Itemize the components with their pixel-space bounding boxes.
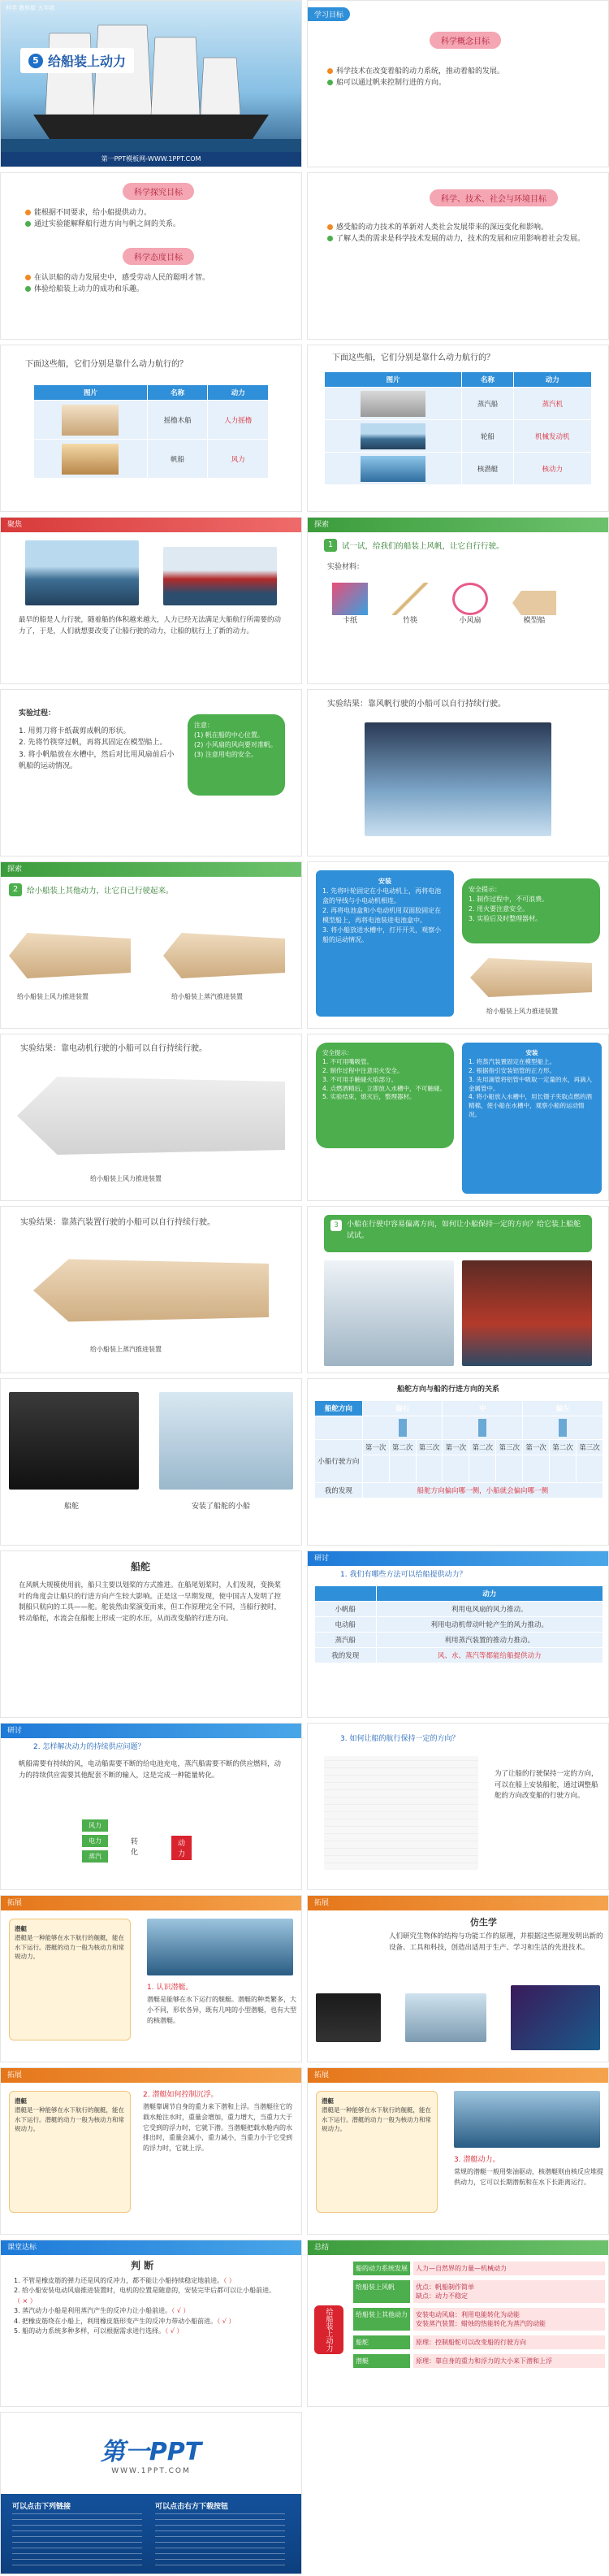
slide-process-1[interactable] bbox=[0, 689, 302, 856]
slide-result-steam[interactable] bbox=[0, 1206, 302, 1373]
result-text: 实验结果：靠电动机行驶的小船可以自行持续行驶。 bbox=[20, 1044, 207, 1053]
download-title: 可以点击右方下载按钮 bbox=[155, 2503, 229, 2511]
table-row: 蒸汽船 利用蒸汽装置的推动力推动。 bbox=[315, 1633, 603, 1648]
quiz-bar: 课堂达标 bbox=[1, 2240, 301, 2255]
slide-result-electric[interactable] bbox=[0, 1034, 302, 1201]
list-item: 4. 点燃酒精后，立即放入水槽中，不可触碰。 bbox=[322, 1084, 447, 1092]
reading-paragraph: 在风帆大规模使用前，船只主要以划桨的方式推进。在船尾划桨时，人们发现，变换桨叶的角度会让船只的行进方向产生较大影响。正是这一早期发现，使中国古人发明了控制船只航向的工具——舵。舵装然由桨演变而来，但工作原理完全不同，当船行驶时，转动船舵，水流会在船舵上形成一定的水压，从而改变船的行进方向。 bbox=[19, 1581, 282, 1623]
submarine-photo bbox=[147, 1919, 293, 1975]
boat-power-table bbox=[33, 384, 269, 479]
finding-text: 船舵方向偏向哪一侧，小船就会偏向哪一侧 bbox=[362, 1483, 603, 1498]
summary-branch: 船舵 原理：控制船舵可以改变船的行驶方向 bbox=[353, 2335, 605, 2349]
nav-publisher[interactable]: 教科版 bbox=[19, 5, 37, 11]
extend-bar: 拓展 bbox=[308, 2068, 608, 2083]
list-item: 1. 先将叶轮固定在小电动机上，再将电池盒的导线与小电动机相连。 bbox=[322, 887, 442, 904]
table-row: 摇橹木船 人力摇橹 bbox=[34, 401, 269, 440]
list-item: 3. 先用滴管将铝管中吸取一定量的水，再滴入金属管中。 bbox=[469, 1075, 593, 1092]
slide-inquiry-goals[interactable] bbox=[0, 172, 302, 340]
dolphin-image bbox=[316, 1993, 381, 2042]
discuss-bar: 研讨 bbox=[1, 1724, 301, 1738]
list-item: 能根据不同要求，给小船提供动力。 bbox=[25, 207, 285, 219]
learning-goals-tag: 学习目标 bbox=[308, 7, 350, 21]
steam-box: 蒸汽 bbox=[82, 1850, 108, 1863]
logo-area bbox=[1, 2413, 301, 2494]
slide-extend-bionics[interactable] bbox=[307, 1895, 609, 2062]
inquiry-goal-pill: 科学探究目标 bbox=[123, 183, 194, 200]
submarine-info-card: 潜艇 潜艇是一种能够在水下航行的舰艇，能在水下运行。潜艇的动力一般为核动力和常规动力。 bbox=[9, 2091, 131, 2213]
table-row: 小帆船 利用电风扇的风力推动。 bbox=[315, 1602, 603, 1617]
list-item: 5. 船的动力系统多种多样，可以根据需求进行选择。（ √ ） bbox=[14, 2327, 184, 2335]
explore-bar: 探索 bbox=[1, 862, 301, 877]
table-header: 图片 bbox=[34, 385, 148, 401]
tanker-ship-image bbox=[163, 547, 277, 605]
summary-branch: 船的动力系统发展 人力—自然界的力量—机械动力 bbox=[353, 2262, 605, 2275]
submarine-photo bbox=[454, 2091, 600, 2148]
submarine-image bbox=[361, 456, 425, 482]
bullet-icon bbox=[327, 236, 333, 241]
material-item: 模型船 bbox=[512, 583, 556, 627]
bullet-icon bbox=[327, 68, 333, 74]
slide-title[interactable] bbox=[0, 0, 302, 167]
table-row: 蒸汽船 蒸汽机 bbox=[325, 388, 592, 420]
point-text: 潜艇是能够在水下运行的舰艇。潜艇的种类繁多，大小不同，形状各异，既有几吨的小型潜艇，也有大型的核潜艇。 bbox=[147, 1996, 296, 2024]
lesson-title: 给船装上动力 bbox=[48, 54, 127, 69]
result-text: 实验结果：靠风帆行驶的小船可以自行持续行驶。 bbox=[327, 700, 506, 709]
extend-bar: 拓展 bbox=[1, 2068, 301, 2083]
slide-learning-goals[interactable] bbox=[307, 0, 609, 167]
slide-discuss-1[interactable] bbox=[307, 1550, 609, 1718]
focus-paragraph: 最早的船是人力行驶，随着船的体积越来越大，人力已经无法满足大船航行所需要的动力了，于是，人们就想要改变了让船行驶的动力，让船的航行上了新的动力。 bbox=[19, 616, 282, 635]
install-panel: 安装 1. 将蒸汽装置固定在模型船上。 2. 根据指引安装铝管的正方形。 3. 先用滴管将铝管中吸取一定量的水，再滴入金属管中。 4. 将小船放入水槽中，用长镊子夹取点燃的酒精棉，使小船在水槽中，观察小船的运动情况。 bbox=[462, 1043, 602, 1194]
list-item: 在认识船的动力发展史中，感受劳动人民的聪明才智。 bbox=[25, 272, 285, 284]
model-boat-icon bbox=[512, 591, 556, 615]
slide-extend-dive[interactable] bbox=[0, 2067, 302, 2235]
list-item: 5. 实验结束，熄灭后，整理器材。 bbox=[322, 1093, 416, 1101]
footer-watermark[interactable]: 第一PPT模板网-WWW.1PPT.COM bbox=[1, 152, 301, 167]
slide-boat-power-table-1[interactable] bbox=[0, 345, 302, 512]
link-list[interactable] bbox=[12, 2513, 142, 2569]
discuss-bar: 研讨 bbox=[308, 1551, 608, 1566]
quiz-list bbox=[14, 2276, 294, 2336]
materials-list bbox=[332, 583, 556, 627]
download-list[interactable] bbox=[155, 2513, 285, 2569]
bullet-icon bbox=[25, 286, 31, 292]
slide-ending[interactable] bbox=[0, 2412, 302, 2574]
power-method-table: 动力 小帆船 利用电风扇的风力推动。 电动船 利用电动机带动叶轮产生的风力推动。 蒸汽船 利用蒸汽装置的推动力推动。 我的发现 风、水、蒸汽等都能给船提供动力 bbox=[314, 1585, 603, 1663]
lesson-number: 5 bbox=[28, 54, 43, 68]
table-row: 核潜艇 核动力 bbox=[325, 453, 592, 485]
submarine-info-card: 潜艇 潜艇是一种能够在水下航行的舰艇，能在水下运行。潜艇的动力一般为核动力和常规动力。 bbox=[316, 2091, 438, 2213]
summary-branch: 给船装上风帆 优点：帆船制作简单 缺点：动力不稳定 bbox=[353, 2280, 605, 2303]
nav-subject[interactable]: 科学 bbox=[6, 5, 17, 11]
summary-center: 给船装上动力 bbox=[314, 2305, 343, 2354]
material-item: 卡纸 bbox=[332, 583, 368, 627]
slide-focus[interactable] bbox=[0, 517, 302, 684]
rudder-image bbox=[9, 1392, 139, 1490]
breadcrumb bbox=[6, 4, 54, 12]
sts-goal-list bbox=[327, 222, 595, 245]
list-item: 船可以通过帆来控制行进的方向。 bbox=[327, 77, 595, 89]
answer-slot[interactable]: （ √ ） bbox=[171, 2307, 190, 2315]
question-text: 1. 我们有哪些方法可以给船提供动力？ bbox=[340, 1571, 467, 1579]
sailboat-experiment-photo bbox=[365, 722, 551, 836]
list-item: 1. 将蒸汽装置固定在模型船上。 bbox=[469, 1057, 556, 1065]
step-3 bbox=[324, 1215, 592, 1252]
slide-boat-power-table-2[interactable] bbox=[307, 345, 609, 512]
list-item: 了解人类的需求是科学技术发展的动力，技术的发展和应用影响着社会发展。 bbox=[327, 233, 595, 245]
rudder-direction-table: 船舵方向 偏右 中 偏左 小船行驶方向 第一次 第二次 第三次 第一次 第二次 第三次 第一次 第二次 第三次 我的发现 船舵方向偏向哪一侧，小船就会偏向哪一侧 bbox=[314, 1400, 603, 1498]
energy-flow-diagram bbox=[82, 1819, 186, 1863]
list-item: (2) 小风扇的风向要对准帆。 bbox=[194, 741, 277, 748]
slide-explore-2[interactable] bbox=[0, 861, 302, 1029]
fan-boat-image bbox=[470, 953, 592, 1002]
rudder-diagram-image bbox=[324, 1260, 454, 1366]
reading-title: 仿生学 bbox=[470, 1917, 497, 1928]
table-row: 轮船 机械发动机 bbox=[325, 420, 592, 453]
focus-bar: 聚焦 bbox=[1, 518, 301, 532]
material-item: 竹筷 bbox=[392, 583, 428, 627]
quiz-title: 判 断 bbox=[131, 2260, 154, 2271]
fan-boat-image bbox=[9, 927, 131, 984]
safety-bubble: 安全提示： 1. 不可用嘴吸管。 2. 制作过程中注意用火安全。 3. 不可用手触碰火焰部分。 4. 点燃酒精后，立即放入水槽中，不可触碰。 5. 实验结束，熄灭后，整理器材。 bbox=[316, 1043, 454, 1148]
step-number: 3 bbox=[330, 1220, 342, 1231]
list-item: 科学技术在改变着船的动力系统，推动着船的发展。 bbox=[327, 66, 595, 77]
table-row: 我的发现 风、水、蒸汽等都能给船提供动力 bbox=[315, 1648, 603, 1663]
caption: 给小船装上风力推进装置 bbox=[90, 1175, 162, 1182]
boat-power-table bbox=[324, 371, 592, 485]
list-item: 1. 不可用嘴吸管。 bbox=[322, 1057, 374, 1065]
site-logo[interactable]: 第一PPT bbox=[100, 2438, 202, 2466]
answer-paragraph: 为了让船的行驶保持一定的方向，可以在船上安装船舵，通过调整船舵的方向改变船的行驶方向。 bbox=[495, 1770, 598, 1801]
process-steps bbox=[19, 726, 181, 773]
rudder-left-icon bbox=[559, 1419, 567, 1437]
question-text: 下面这些船，它们分别是靠什么动力航行的？ bbox=[332, 353, 495, 362]
bullet-icon bbox=[25, 210, 31, 215]
list-item: 3. 实验后及时整理器材。 bbox=[469, 915, 542, 922]
material-item: 小风扇 bbox=[452, 583, 488, 627]
fish-image bbox=[405, 1993, 486, 2042]
answer-slot[interactable]: （ √ ） bbox=[165, 2327, 184, 2335]
list-item: 2. 根据指引安装铝管的正方形。 bbox=[469, 1066, 556, 1074]
list-item: 3. 不可用手触碰火焰部分。 bbox=[322, 1075, 398, 1083]
table-header: 名称 bbox=[147, 385, 208, 401]
question-text: 2. 怎样解决动力的持续供应问题？ bbox=[33, 1743, 145, 1751]
sailing-ship-image bbox=[1, 1, 302, 167]
concept-goal-pill: 科学概念目标 bbox=[430, 32, 501, 49]
ship-steering-diagram bbox=[324, 1756, 478, 1870]
nav-grade[interactable]: 五年级 bbox=[37, 5, 55, 11]
summary-branch: 给船装上其他动力 安装电动风扇：利用电能转化为动能 安装蒸汽装置：蜡烛的热能转化为蒸汽的动能 bbox=[353, 2308, 605, 2331]
table-header: 动力 bbox=[208, 385, 269, 401]
electric-boat-image bbox=[17, 1067, 285, 1164]
title-banner bbox=[20, 48, 134, 73]
list-item: 1. 制作过程中，不可浪费。 bbox=[469, 896, 549, 903]
steamboat-image bbox=[361, 391, 425, 417]
convert-label: 转化 bbox=[131, 1838, 139, 1857]
caption: 给小船装上蒸汽推进装置 bbox=[171, 993, 243, 1000]
slide-sts-goals[interactable] bbox=[307, 172, 609, 340]
tall-ship-icon bbox=[1, 1, 302, 167]
table-header: 动力 bbox=[513, 372, 591, 388]
point-title: 2. 潜艇如何控制沉浮。 bbox=[143, 2091, 218, 2099]
point-title: 1. 认识潜艇。 bbox=[147, 1984, 193, 1992]
table-title: 船舵方向与船的行进方向的关系 bbox=[397, 1386, 500, 1394]
list-item: (3) 注意用电的安全。 bbox=[194, 751, 257, 758]
sailboat-image bbox=[62, 444, 119, 475]
notes-bubble: 注意： (1) 帆在船的中心位置。 (2) 小风扇的风向要对准帆。 (3) 注意用电的安全。 bbox=[188, 714, 285, 796]
caption: 给小船装上风力推进装置 bbox=[486, 1008, 558, 1015]
concept-goal-list bbox=[327, 66, 595, 89]
slide-rudder-reading[interactable] bbox=[0, 1550, 302, 1718]
caption: 给小船装上蒸汽推进装置 bbox=[90, 1346, 162, 1353]
list-item: 3. 蒸汽动力小船是利用蒸汽产生的反冲力让小船前进。（ √ ） bbox=[14, 2307, 190, 2315]
caption: 安装了船舵的小船 bbox=[192, 1503, 251, 1511]
step-2 bbox=[9, 883, 174, 896]
list-item: 4. 将小船放入水槽中，用长镊子夹取点燃的酒精棉，使小船在水槽中，观察小船的运动情况。 bbox=[469, 1093, 593, 1119]
summary-branches bbox=[353, 2262, 605, 2368]
power-box: 动力 bbox=[171, 1836, 192, 1860]
fan-icon bbox=[452, 583, 488, 615]
slide-install-2[interactable] bbox=[307, 1034, 609, 1201]
answer-slot[interactable]: （ √ ） bbox=[217, 2317, 235, 2325]
table-row: 电动船 利用电动机带动叶轮产生的风力推动。 bbox=[315, 1617, 603, 1633]
slide-rudder-images[interactable] bbox=[0, 1378, 302, 1546]
step-text: 给小船装上其他动力，让它自己行驶起来。 bbox=[27, 887, 174, 896]
inquiry-goal-list bbox=[25, 207, 285, 231]
explore-bar: 探索 bbox=[308, 518, 608, 532]
rowing-boat-image bbox=[62, 405, 119, 436]
steam-boat-image bbox=[33, 1246, 269, 1335]
boat-with-rudder-image bbox=[159, 1392, 293, 1490]
point-text: 常规的潜艇一般用柴油驱动，核潜艇则由核反应堆提供动力，它可以长期潜航和在水下长距离运行。 bbox=[454, 2168, 603, 2186]
link-list-title: 可以点击下列链接 bbox=[12, 2503, 71, 2511]
slide-rudder-table[interactable] bbox=[307, 1378, 609, 1546]
list-item: 2. 先将竹筷穿过帆，再将其固定在模型船上。 bbox=[19, 739, 167, 748]
materials-label: 实验材料： bbox=[327, 563, 365, 571]
attitude-goal-list bbox=[25, 272, 285, 296]
answer-slot[interactable]: （ × ） bbox=[14, 2296, 37, 2305]
list-item: 感受船的动力技术的革新对人类社会发展带来的深远变化和影响。 bbox=[327, 222, 595, 233]
point-text: 潜艇靠调节自身的重力来下潜和上浮。当潜艇往它的载水舱注水时，重量会增加，重力增大，当重力大于它受到的浮力时，它就下潜。当潜艇把载水舱内的水排出时，重量会减小，重力减小，当重力小于它受到的浮力时，它就上浮。 bbox=[143, 2103, 292, 2153]
slide-result-sail[interactable] bbox=[307, 689, 609, 856]
step-number: 1 bbox=[324, 539, 337, 552]
table-header: 图片 bbox=[325, 372, 462, 388]
steamship-image bbox=[361, 423, 425, 449]
site-url[interactable]: WWW.1PPT.COM bbox=[111, 2467, 191, 2475]
caption: 船舵 bbox=[64, 1503, 80, 1511]
attitude-goal-pill: 科学态度目标 bbox=[123, 248, 194, 265]
process-label: 实验过程： bbox=[19, 709, 56, 718]
step-number: 2 bbox=[9, 883, 22, 896]
electric-box: 电力 bbox=[82, 1835, 108, 1847]
rudder-right-icon bbox=[399, 1419, 407, 1437]
reading-title: 船舵 bbox=[131, 1561, 151, 1572]
ship-rudder-photo bbox=[462, 1260, 592, 1366]
list-item: 2. 用火要注意安全。 bbox=[469, 905, 529, 913]
point-title: 3. 潜艇动力。 bbox=[454, 2156, 500, 2164]
list-item: 3. 将小帆船放在水槽中，然后对比用风扇前后小帆船的运动情况。 bbox=[19, 750, 175, 771]
slide-discuss-3[interactable] bbox=[307, 1723, 609, 1890]
slide-explore-3[interactable] bbox=[307, 1206, 609, 1373]
table-row: 帆船 风力 bbox=[34, 440, 269, 479]
answer-paragraph: 帆船需要有持续的风，电动船需要不断的给电池充电，蒸汽船需要不断的供应燃料，动力的持续供应需要其他配套不断的输入，这是完成一种能量转化。 bbox=[19, 1760, 282, 1780]
wind-box: 风力 bbox=[82, 1819, 108, 1832]
bullet-icon bbox=[25, 275, 31, 280]
list-item: 2. 给小船安装电动风扇推进装置时，电机的位置是随意的，安装完毕后都可以让小船前进。（ × ） bbox=[14, 2287, 276, 2305]
result-text: 实验结果：靠蒸汽装置行驶的小船可以自行持续行驶。 bbox=[20, 1218, 215, 1227]
summary-bar: 总结 bbox=[308, 2240, 608, 2255]
extend-bar: 拓展 bbox=[1, 1896, 301, 1910]
bullet-icon bbox=[25, 221, 31, 227]
bullet-icon bbox=[327, 224, 333, 230]
list-item: 2. 制作过程中注意用火安全。 bbox=[322, 1066, 404, 1074]
bullet-icon bbox=[327, 80, 333, 85]
list-item: (1) 帆在船的中心位置。 bbox=[194, 731, 264, 739]
cardstock-icon bbox=[332, 583, 368, 615]
answer-slot[interactable]: （ ） bbox=[223, 2277, 235, 2284]
slide-extend-submarine[interactable] bbox=[0, 1895, 302, 2062]
list-item: 1. 不管是橡皮筋的弹力还是风的反冲力，都不能让小船持续稳定地前进。（ ） bbox=[14, 2277, 235, 2284]
sts-goal-pill: 科学、技术、社会与环境目标 bbox=[430, 189, 558, 206]
slide-summary[interactable] bbox=[307, 2240, 609, 2407]
slide-install-1[interactable] bbox=[307, 861, 609, 1029]
table-header: 名称 bbox=[462, 372, 513, 388]
list-item: 通过实验能解释船行进方向与帆之间的关系。 bbox=[25, 219, 285, 230]
step-1 bbox=[324, 539, 504, 552]
rudder-center-icon bbox=[478, 1419, 486, 1437]
slide-extend-power[interactable] bbox=[307, 2067, 609, 2235]
list-item: 1. 用剪刀将卡纸裁剪成帆的形状。 bbox=[19, 727, 131, 735]
install-panel: 安装 1. 先将叶轮固定在小电动机上，再将电池盒的导线与小电动机相连。 2. 再将电池盒和小电动机用双面胶固定在模型船上，再将电池装进电池盒中。 3. 将小船放进水槽中，打开开关，观察小船的运动情况。 bbox=[316, 870, 454, 1017]
safety-bubble: 安全提示： 1. 制作过程中，不可浪费。 2. 用火要注意安全。 3. 实验后及时整理器材。 bbox=[462, 878, 600, 943]
question-text: 下面这些船，它们分别是靠什么动力航行的？ bbox=[25, 360, 188, 369]
reading-paragraph: 人们研究生物体的结构与功能工作的原理，并根据这些原理发明出新的设备、工具和科技，创造出适用于生产、学习和生活的先进技术。 bbox=[389, 1932, 603, 1952]
chopstick-icon bbox=[392, 583, 428, 615]
list-item: 4. 把橡皮筋绕在小船上，利用橡皮筋形变产生的反冲力带动小船前进。（ √ ） bbox=[14, 2317, 235, 2325]
slide-explore-1[interactable] bbox=[307, 517, 609, 684]
step-text: 试一试，给我们的船装上风帆，让它自行行驶。 bbox=[342, 542, 504, 551]
glowing-fish-image bbox=[511, 1985, 600, 2050]
list-item: 3. 将小船放进水槽中，打开开关，观察小船的运动情况。 bbox=[322, 926, 442, 943]
extend-bar: 拓展 bbox=[308, 1896, 608, 1910]
list-item: 2. 再将电池盒和小电动机用双面胶固定在模型船上，再将电池装进电池盒中。 bbox=[322, 907, 442, 924]
slide-discuss-2[interactable] bbox=[0, 1723, 302, 1890]
tall-ship-image bbox=[25, 540, 139, 605]
step-text: 小船在行驶中容易偏离方向，如何让小船保持一定的方向？给它装上船舵试试。 bbox=[347, 1221, 581, 1240]
question-text: 3. 如何让船的航行保持一定的方向？ bbox=[340, 1735, 460, 1743]
steam-boat-image bbox=[163, 927, 285, 984]
slide-quiz[interactable] bbox=[0, 2240, 302, 2407]
caption: 给小船装上风力推进装置 bbox=[17, 993, 89, 1000]
list-item: 体验给船装上动力的成功和乐趣。 bbox=[25, 284, 285, 295]
summary-branch: 潜艇 原理：靠自身的重力和浮力的大小来下潜和上浮 bbox=[353, 2354, 605, 2368]
submarine-info-card: 潜艇 潜艇是一种能够在水下航行的舰艇，能在水下运行。潜艇的动力一般为核动力和常规动力。 bbox=[9, 1919, 131, 2040]
